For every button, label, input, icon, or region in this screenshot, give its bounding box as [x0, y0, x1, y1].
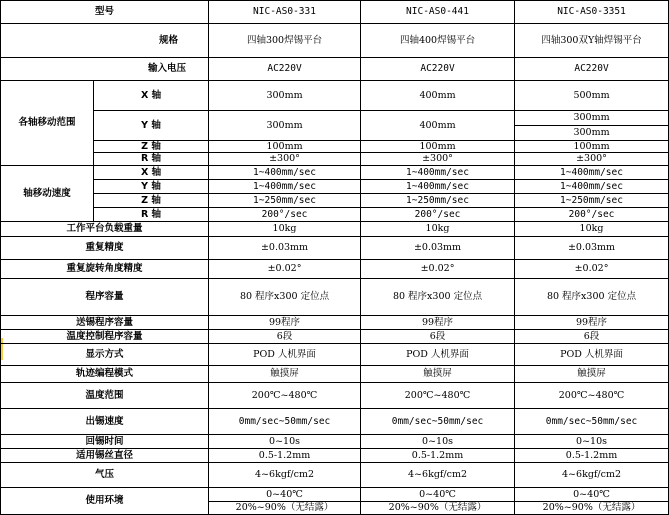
wire-value: 0.5-1.2mm: [515, 449, 669, 463]
voltage-row: [1, 58, 669, 81]
air-value: 4~6kgf/cm2: [361, 463, 515, 488]
track-label: 轨迹编程模式: [1, 366, 209, 383]
range-y-value: 400mm: [361, 111, 515, 141]
feed-speed-row: [1, 409, 669, 435]
retract-label: 回锡时间: [1, 435, 209, 449]
track-value: 触摸屏: [361, 366, 515, 383]
feed-speed-value: 0mm/sec~50mm/sec: [361, 409, 515, 435]
speed-x-value: 1~400mm/sec: [209, 166, 361, 180]
range-r-row: [1, 153, 669, 166]
feed-speed-value: 0mm/sec~50mm/sec: [515, 409, 669, 435]
repeat-row: [1, 237, 669, 260]
feed-prog-row: [1, 316, 669, 330]
temp-range-value: 200℃~480℃: [515, 383, 669, 409]
range-y-value: 300mm: [209, 111, 361, 141]
range-y2-value: 300mm: [515, 125, 668, 140]
display-value: POD 人机界面: [361, 344, 515, 366]
display-row: [1, 344, 669, 366]
temp-prog-value: 6段: [209, 330, 361, 344]
speed-x-row: [1, 166, 669, 180]
air-value: 4~6kgf/cm2: [209, 463, 361, 488]
repeat-label: 重复精度: [1, 237, 209, 260]
rot-repeat-value: ±0.02°: [209, 260, 361, 279]
env-humidity-value: 20%~90%（无结露）: [361, 501, 514, 515]
range-r-value: ±300°: [361, 153, 515, 166]
retract-value: 0~10s: [515, 435, 669, 449]
program-value: 80 程序x300 定位点: [515, 279, 669, 316]
range-y-axis: Y 轴: [94, 111, 209, 141]
display-label: 显示方式: [1, 344, 209, 366]
air-row: [1, 463, 669, 488]
track-row: [1, 366, 669, 383]
temp-prog-value: 6段: [515, 330, 669, 344]
wire-label: 适用锡丝直径: [1, 449, 209, 463]
load-row: [1, 222, 669, 237]
load-label: 工作平台负载重量: [1, 222, 209, 237]
env-temp-value: 0~40℃: [266, 488, 303, 500]
env-cell: [209, 488, 361, 515]
air-label: 气压: [1, 463, 209, 488]
speed-y-value: 1~400mm/sec: [515, 180, 669, 194]
repeat-value: ±0.03mm: [209, 237, 361, 260]
range-z-axis: Z 轴: [94, 141, 209, 153]
repeat-value: ±0.03mm: [361, 237, 515, 260]
range-y-stack: [515, 111, 669, 141]
temp-prog-value: 6段: [361, 330, 515, 344]
program-value: 80 程序x300 定位点: [361, 279, 515, 316]
speed-x-value: 1~400mm/sec: [361, 166, 515, 180]
range-x-row: [1, 81, 669, 111]
speed-z-row: [1, 194, 669, 208]
speed-y-value: 1~400mm/sec: [361, 180, 515, 194]
feed-speed-value: 0mm/sec~50mm/sec: [209, 409, 361, 435]
range-y1-value: 300mm: [573, 112, 610, 124]
env-temp-value: 0~40℃: [419, 488, 456, 500]
model-3: NIC-AS0-3351: [515, 1, 669, 24]
range-r-value: ±300°: [209, 153, 361, 166]
range-r-value: ±300°: [515, 153, 669, 166]
speed-z-value: 1~250mm/sec: [209, 194, 361, 208]
feed-prog-value: 99程序: [515, 316, 669, 330]
rot-repeat-label: 重复旋转角度精度: [1, 260, 209, 279]
env-label: 使用环境: [1, 488, 209, 515]
air-value: 4~6kgf/cm2: [515, 463, 669, 488]
rot-repeat-value: ±0.02°: [515, 260, 669, 279]
env-row: [1, 488, 669, 515]
voltage-label: 输入电压: [1, 58, 209, 81]
speed-z-axis: Z 轴: [94, 194, 209, 208]
env-humidity-value: 20%~90%（无结露）: [515, 501, 668, 515]
wire-value: 0.5-1.2mm: [209, 449, 361, 463]
range-z-value: 100mm: [209, 141, 361, 153]
speed-r-row: [1, 208, 669, 222]
range-group-label: 各轴移动范围: [1, 81, 94, 166]
model-2: NIC-AS0-441: [361, 1, 515, 24]
speed-z-value: 1~250mm/sec: [515, 194, 669, 208]
speed-y-row: [1, 180, 669, 194]
range-x-value: 300mm: [209, 81, 361, 111]
speed-r-value: 200°/sec: [515, 208, 669, 222]
rot-repeat-row: [1, 260, 669, 279]
voltage-value: AC220V: [515, 58, 669, 81]
voltage-value: AC220V: [209, 58, 361, 81]
program-row: [1, 279, 669, 316]
range-x-value: 500mm: [515, 81, 669, 111]
temp-range-row: [1, 383, 669, 409]
feed-prog-value: 99程序: [361, 316, 515, 330]
retract-row: [1, 435, 669, 449]
program-label: 程序容量: [1, 279, 209, 316]
env-cell: [361, 488, 515, 515]
range-z-value: 100mm: [361, 141, 515, 153]
track-value: 触摸屏: [209, 366, 361, 383]
speed-group-label: 轴移动速度: [1, 166, 94, 222]
env-humidity-value: 20%~90%（无结露）: [209, 501, 360, 515]
env-cell: [515, 488, 669, 515]
display-value: POD 人机界面: [515, 344, 669, 366]
temp-range-value: 200℃~480℃: [361, 383, 515, 409]
range-x-value: 400mm: [361, 81, 515, 111]
model-row: [1, 1, 669, 24]
spec-value: 四轴400焊锡平台: [361, 24, 515, 58]
speed-r-axis: R 轴: [94, 208, 209, 222]
track-value: 触摸屏: [515, 366, 669, 383]
temp-range-value: 200℃~480℃: [209, 383, 361, 409]
range-z-row: [1, 141, 669, 153]
program-value: 80 程序x300 定位点: [209, 279, 361, 316]
retract-value: 0~10s: [209, 435, 361, 449]
range-x-axis: X 轴: [94, 81, 209, 111]
range-r-axis: R 轴: [94, 153, 209, 166]
speed-x-value: 1~400mm/sec: [515, 166, 669, 180]
speed-x-axis: X 轴: [94, 166, 209, 180]
retract-value: 0~10s: [361, 435, 515, 449]
temp-prog-row: [1, 330, 669, 344]
wire-value: 0.5-1.2mm: [361, 449, 515, 463]
spec-label: 规格: [1, 24, 209, 58]
spec-row: [1, 24, 669, 58]
repeat-value: ±0.03mm: [515, 237, 669, 260]
load-value: 10kg: [515, 222, 669, 237]
feed-prog-label: 送锡程序容量: [1, 316, 209, 330]
spec-value: 四轴300焊锡平台: [209, 24, 361, 58]
voltage-value: AC220V: [361, 58, 515, 81]
speed-r-value: 200°/sec: [209, 208, 361, 222]
rot-repeat-value: ±0.02°: [361, 260, 515, 279]
speed-z-value: 1~250mm/sec: [361, 194, 515, 208]
range-y-row: [1, 111, 669, 141]
range-z-value: 100mm: [515, 141, 669, 153]
feed-prog-value: 99程序: [209, 316, 361, 330]
temp-range-label: 温度范围: [1, 383, 209, 409]
model-label: 型号: [1, 1, 209, 24]
speed-y-value: 1~400mm/sec: [209, 180, 361, 194]
spec-value: 四轴300双Y轴焊锡平台: [515, 24, 669, 58]
speed-y-axis: Y 轴: [94, 180, 209, 194]
model-1: NIC-AS0-331: [209, 1, 361, 24]
speed-r-value: 200°/sec: [361, 208, 515, 222]
load-value: 10kg: [209, 222, 361, 237]
temp-prog-label: 温度控制程序容量: [1, 330, 209, 344]
load-value: 10kg: [361, 222, 515, 237]
feed-speed-label: 出锡速度: [1, 409, 209, 435]
wire-row: [1, 449, 669, 463]
env-temp-value: 0~40℃: [573, 488, 610, 500]
display-value: POD 人机界面: [209, 344, 361, 366]
